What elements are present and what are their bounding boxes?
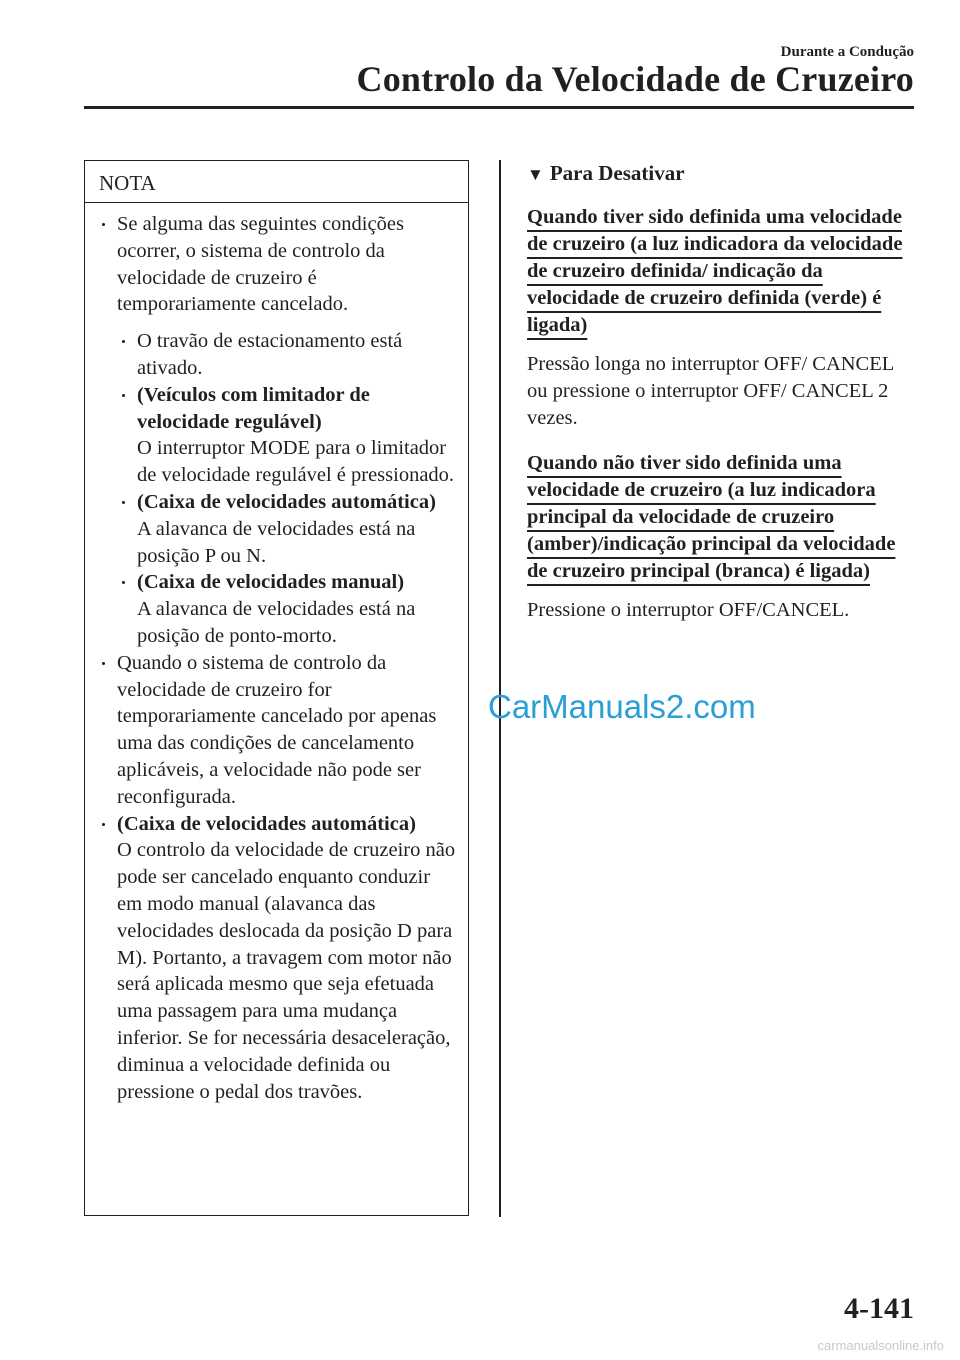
page-number: 4-141 — [844, 1292, 914, 1325]
watermark-logo: CarManuals2.com — [488, 688, 756, 725]
instruction-speed-set: Pressão longa no interruptor OFF/ CANCEL ou pressione o interruptor OFF/ CANCEL 2 vezes. — [527, 353, 894, 429]
note-item-conditions: Se alguma das seguintes condições ocorrer, o sistema de controlo da velocidade de cruzeiro é temporariamente cancelado. — [93, 211, 460, 318]
footer-watermark: carmanualsonline.info — [817, 1338, 944, 1353]
instruction-speed-not-set: Pressione o interruptor OFF/CANCEL. — [527, 599, 850, 621]
note-heading: NOTA — [85, 161, 468, 203]
header-divider — [84, 106, 914, 109]
note-subitem-text: O interruptor MODE para o limitador de velocidade regulável é pressionado. — [137, 437, 455, 487]
page-title: Controlo da Velocidade de Cruzeiro — [356, 59, 914, 99]
deactivate-heading-text: Para Desativar — [549, 161, 685, 185]
note-subitem-speed-limiter — [113, 382, 460, 489]
condition-speed-set — [527, 204, 917, 339]
note-subitem-parking-brake: O travão de estacionamento está ativado. — [113, 328, 460, 382]
note-subitem-manual — [113, 569, 460, 649]
note-box — [84, 160, 469, 1216]
note-subitem-heading: (Caixa de velocidades manual) — [137, 571, 405, 594]
condition-speed-not-set — [527, 450, 917, 585]
note-subitem-heading: (Veículos com limitador de velocidade regulável) — [137, 383, 370, 433]
note-subitem-text: A alavanca de velocidades está na posição de ponto-morto. — [137, 598, 416, 647]
note-item-automatic-gearbox — [93, 811, 460, 1106]
triangle-down-icon: ▼ — [527, 165, 544, 184]
deactivate-heading — [527, 161, 917, 186]
note-item-text: O controlo da velocidade de cruzeiro não pode ser cancelado enquanto conduzir em modo manual (alavanca das velocidades deslocada da posição D para M). Portanto, a travagem com motor não será aplicada mesmo que seja efetuada uma passagem para uma mudança inferior. Se for necessária desaceleração, diminua a velocidade definida ou pressione o pedal dos travões. — [117, 839, 456, 1103]
condition-speed-not-set-text: Quando não tiver sido definida uma velocidade de cruzeiro (a luz indicadora principal da velocidade de cruzeiro (amber)/indicação principal da velocidade de cruzeiro principal (branca) é ligada) — [527, 452, 896, 582]
condition-speed-set-text: Quando tiver sido definida uma velocidade de cruzeiro (a luz indicadora da velocidade de cruzeiro definida/ indicação da velocidade de cruzeiro definida (verde) é ligada) — [527, 206, 903, 336]
note-item-reconfigure: Quando o sistema de controlo da velocidade de cruzeiro for temporariamente cancelado por apenas uma das condições de cancelamento aplicáveis, a velocidade não pode ser reconfigurada. — [93, 650, 460, 811]
deactivate-section — [527, 160, 917, 624]
note-item-heading: (Caixa de velocidades automática) — [117, 812, 416, 835]
note-body — [85, 203, 468, 1105]
note-subitem-text: A alavanca de velocidades está na posição P ou N. — [137, 517, 416, 567]
note-subitem-heading: (Caixa de velocidades automática) — [137, 490, 436, 513]
note-subitem-automatic — [113, 489, 460, 569]
section-label: Durante a Condução — [780, 44, 914, 60]
